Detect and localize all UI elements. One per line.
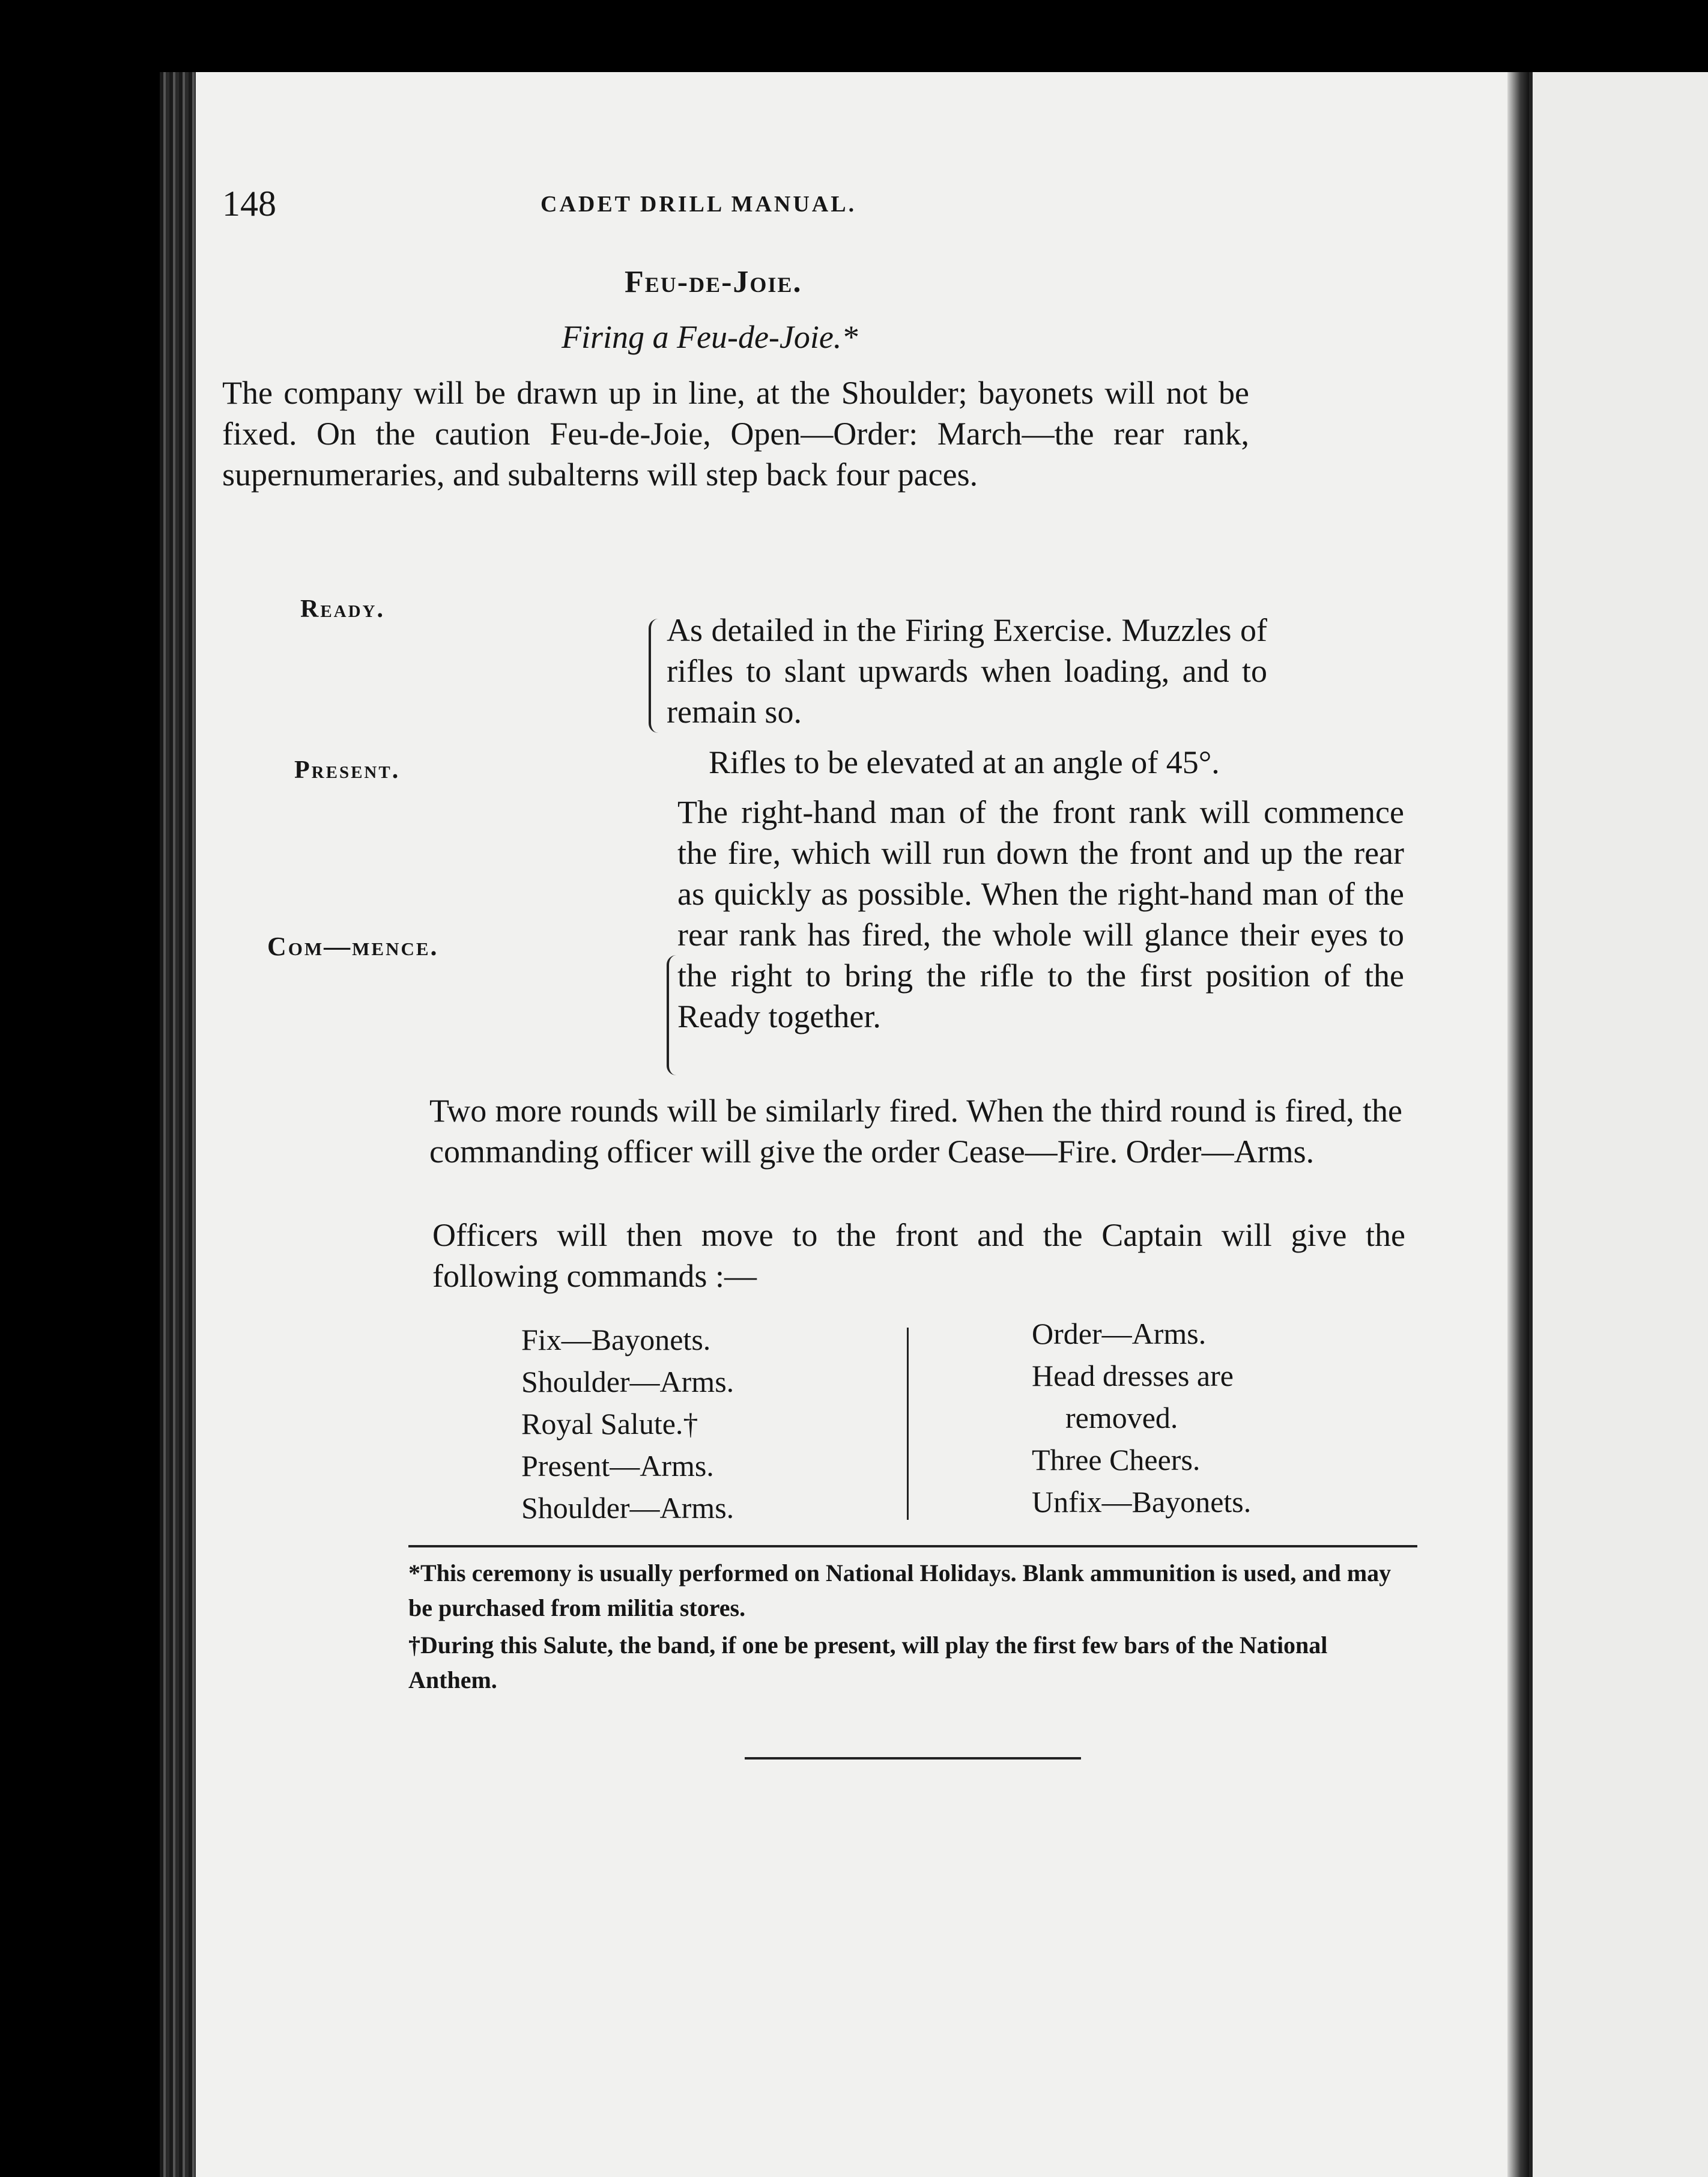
footnote-rule <box>408 1545 1417 1547</box>
list-item: Order—Arms. <box>1032 1317 1207 1350</box>
intro-paragraph: The company will be drawn up in line, at the Shoulder; bayonets will not be fixed. On the caution Feu-de-Joie, Open—Order: March—the rear rank, supernumeraries, and subalterns will step back four paces. <box>222 375 1249 493</box>
list-item: removed. <box>1065 1401 1178 1435</box>
page-edges <box>160 72 196 2177</box>
command-present-text: Rifles to be elevated at an angle of 45°. <box>709 744 1220 780</box>
end-rule <box>745 1757 1081 1760</box>
list-item: Present—Arms. <box>521 1449 714 1483</box>
page-number: 148 <box>222 184 276 223</box>
brace-commence <box>667 955 676 1075</box>
facing-page <box>1529 72 1708 2177</box>
section-title: Feu-de-Joie. <box>625 265 802 299</box>
list-item: Unfix—Bayonets. <box>1032 1485 1252 1519</box>
column-divider <box>907 1328 909 1520</box>
command-commence-text: The right-hand man of the front rank will commence the fire, which will run down the front and up the rear as quickly as possible. When the right-hand man of the rear rank has fired, the whole will glance their eyes to the right to bring the rifle to the first position of the Ready together. <box>677 794 1404 1034</box>
command-commence-label: Com—mence. <box>267 932 439 961</box>
command-list-left <box>521 1319 734 1529</box>
list-item: Head dresses are <box>1032 1359 1234 1392</box>
command-ready-text: As detailed in the Firing Exercise. Muzzles of rifles to slant upwards when loading, and to remain so. <box>667 612 1267 730</box>
footnote-dagger: †During this Salute, the band, if one be present, will play the first few bars of the National Anthem. <box>408 1632 1328 1693</box>
list-item: Shoulder—Arms. <box>521 1491 734 1525</box>
list-item: Fix—Bayonets. <box>521 1323 711 1356</box>
command-list-right <box>1032 1313 1251 1523</box>
brace-ready <box>649 619 658 733</box>
list-item: Three Cheers. <box>1032 1443 1201 1477</box>
rounds-paragraph: Two more rounds will be similarly fired. When the third round is fired, the commanding officer will give the order Cease—Fire. Order—Arms. <box>429 1093 1402 1170</box>
list-item: Royal Salute.† <box>521 1407 698 1441</box>
book-spine <box>1507 72 1529 2177</box>
command-present-label: Present. <box>294 756 401 784</box>
list-item: Shoulder—Arms. <box>521 1365 734 1398</box>
section-subtitle: Firing a Feu-de-Joie.* <box>562 319 858 355</box>
footnote-star: *This ceremony is usually performed on National Holidays. Blank ammunition is used, and may be purchased from militia stores. <box>408 1559 1392 1621</box>
command-ready-label: Ready. <box>300 595 386 623</box>
running-head: CADET DRILL MANUAL. <box>541 192 857 217</box>
officers-paragraph: Officers will then move to the front and the Captain will give the following commands :— <box>432 1217 1405 1294</box>
